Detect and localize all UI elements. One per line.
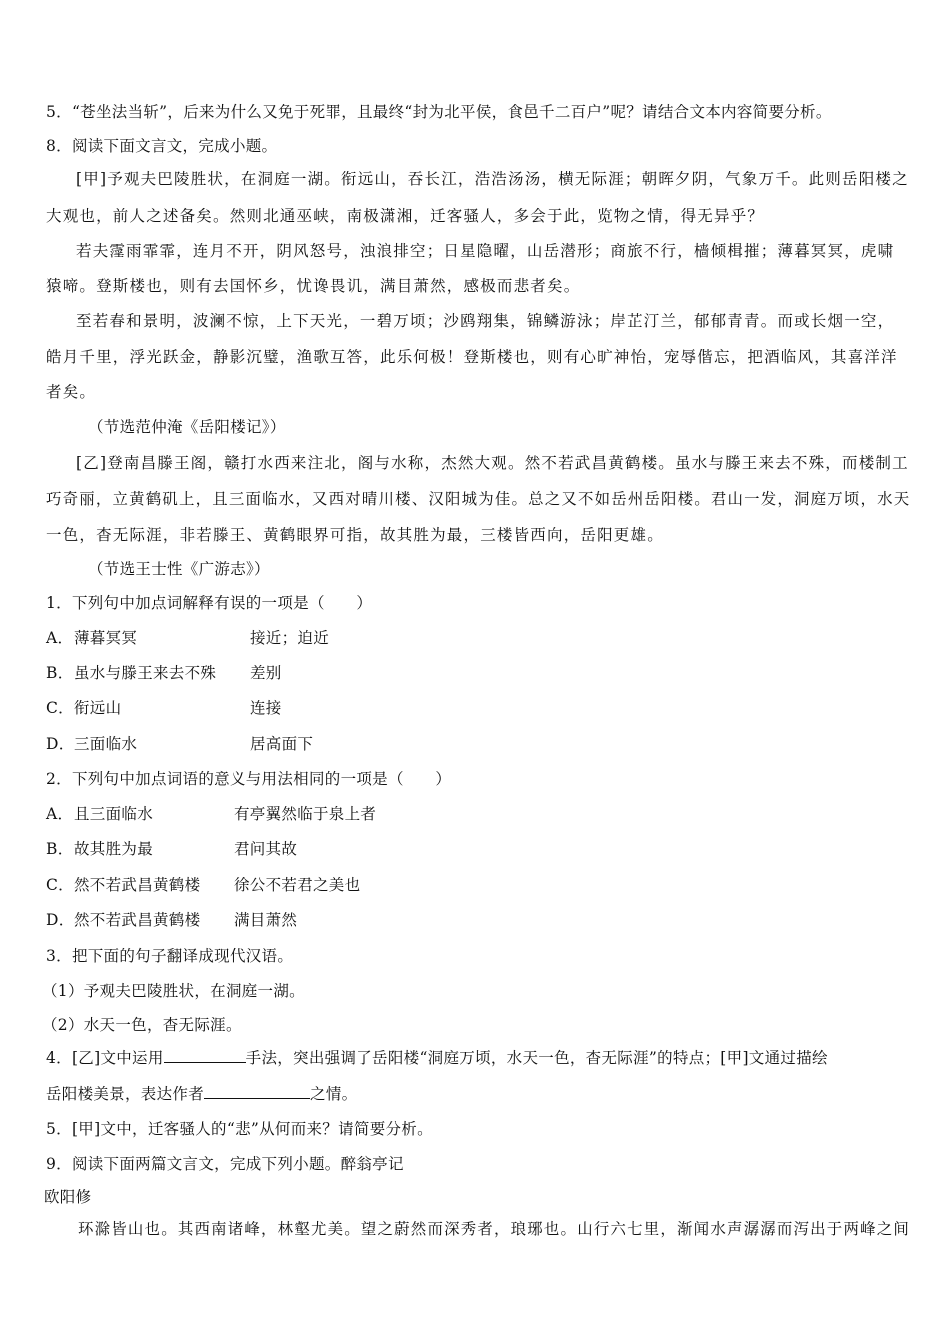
option-text: 故其胜为最 (74, 840, 154, 858)
q2-option-c (46, 874, 360, 896)
q4-text-3: 岳阳楼美景，表达作者 (46, 1085, 205, 1103)
question-8-heading: 8．阅读下面文言文，完成小题。 (46, 137, 278, 155)
passage-jia-p2-line2: 猿啼。登斯楼也，则有去国怀乡，忧谗畏讥，满目萧然，感极而悲者矣。 (46, 277, 581, 295)
subquestion-4-line2 (46, 1083, 357, 1105)
q4-text-4: 之情。 (310, 1085, 358, 1103)
option-letter: B． (46, 840, 74, 858)
option-letter: C． (46, 876, 74, 894)
passage-jia-p1-line1: [甲]予观夫巴陵胜状，在洞庭一湖。衔远山，吞长江，浩浩汤汤，横无际涯；朝晖夕阴，气象万千。此则岳阳楼之 (76, 170, 909, 188)
source-citation-2: （节选王士性《广游志》） (88, 560, 270, 578)
passage-jia-p2-line1: 若夫霪雨霏霏，连月不开，阴风怒号，浊浪排空；日星隐曜，山岳潜形；商旅不行，樯倾楫摧；薄暮冥冥，虎啸 (76, 242, 895, 260)
q4-text-2: 手法，突出强调了岳阳楼“洞庭万顷，水天一色，杳无际涯”的特点；[甲]文通过描绘 (245, 1049, 828, 1067)
option-answer: 满目萧然 (234, 911, 298, 929)
passage-yi-line3: 一色，杳无际涯，非若滕王、黄鹤眼界可指，故其胜为最，三楼皆西向，岳阳更雄。 (46, 526, 664, 544)
passage-jia-p3-line2: 皓月千里，浮光跃金，静影沉璧，渔歌互答，此乐何极！登斯楼也，则有心旷神怡，宠辱偕忘，把酒临风，其喜洋洋 (46, 348, 898, 366)
q1-option-d (46, 733, 313, 755)
subquestion-1: 1．下列句中加点词解释有误的一项是（ ） (46, 594, 373, 612)
q1-option-b (46, 662, 282, 684)
option-letter: D． (46, 735, 75, 753)
q4-text-1: 4．[乙]文中运用 (46, 1049, 164, 1067)
passage-zuiweng-line1: 环滁皆山也。其西南诸峰，林壑尤美。望之蔚然而深秀者，琅琊也。山行六七里，渐闻水声潺潺而泻出于两峰之间 (78, 1220, 911, 1238)
option-text: 且三面临水 (74, 805, 154, 823)
passage-yi-line2: 巧奇丽，立黄鹤矶上，且三面临水，又西对晴川楼、汉阳城为佳。总之又不如岳州岳阳楼。君山一发，洞庭万顷，水天 (46, 490, 911, 508)
subquestion-4-line1 (46, 1047, 828, 1069)
answer-blank-2[interactable] (204, 1084, 310, 1099)
option-letter: A． (46, 629, 74, 647)
subquestion-3-part-2: （2）水天一色，杳无际涯。 (42, 1016, 242, 1034)
answer-blank-1[interactable] (164, 1048, 246, 1063)
option-text: 薄暮冥冥 (74, 629, 138, 647)
q2-option-d (46, 909, 297, 931)
q1-option-a (46, 627, 329, 649)
author-name: 欧阳修 (44, 1188, 92, 1206)
option-letter: C． (46, 699, 74, 717)
passage-yi-line1: [乙]登南昌滕王阁，赣打水西来注北，阁与水称，杰然大观。然不若武昌黄鹤楼。虽水与滕王来去不殊，而楼制工 (76, 454, 909, 472)
option-letter: D． (46, 911, 75, 929)
subquestion-3-part-1: （1）予观夫巴陵胜状，在洞庭一湖。 (42, 982, 305, 1000)
option-text: 衔远山 (74, 699, 122, 717)
source-citation-1: （节选范仲淹《岳阳楼记》） (88, 418, 286, 436)
option-letter: B． (46, 664, 74, 682)
subquestion-3: 3．把下面的句子翻译成现代汉语。 (46, 947, 294, 965)
option-answer: 徐公不若君之美也 (234, 876, 361, 894)
option-answer: 君问其故 (234, 840, 298, 858)
q1-option-c (46, 697, 282, 719)
option-text: 然不若武昌黄鹤楼 (74, 876, 201, 894)
option-text: 三面临水 (74, 735, 138, 753)
question-9-heading: 9．阅读下面两篇文言文，完成下列小题。醉翁亭记 (46, 1155, 404, 1173)
subquestion-5: 5．[甲]文中，迁客骚人的“悲”从何而来？请简要分析。 (46, 1120, 433, 1138)
q2-option-b (46, 838, 297, 860)
passage-jia-p3-line1: 至若春和景明，波澜不惊，上下天光，一碧万顷；沙鸥翔集，锦鳞游泳；岸芷汀兰，郁郁青青。而或长烟一空， (76, 312, 895, 330)
option-text: 然不若武昌黄鹤楼 (74, 911, 201, 929)
option-answer: 接近；迫近 (250, 629, 330, 647)
passage-jia-p1-line2: 大观也，前人之述备矣。然则北通巫峡，南极潇湘，迁客骚人，多会于此，览物之情，得无异乎？ (46, 207, 765, 225)
passage-jia-p3-line3: 者矣。 (46, 383, 97, 401)
option-answer: 居高面下 (250, 735, 314, 753)
option-answer: 连接 (250, 699, 282, 717)
option-text: 虽水与滕王来去不殊 (74, 664, 217, 682)
q2-option-a (46, 803, 376, 825)
option-answer: 差别 (250, 664, 282, 682)
option-letter: A． (46, 805, 74, 823)
question-5-text: 5．“苍坐法当斩”，后来为什么又免于死罪，且最终“封为北平侯，食邑千二百户”呢？请结合文本内容简要分析。 (46, 103, 832, 121)
subquestion-2: 2．下列句中加点词语的意义与用法相同的一项是（ ） (46, 770, 452, 788)
option-answer: 有亭翼然临于泉上者 (234, 805, 377, 823)
